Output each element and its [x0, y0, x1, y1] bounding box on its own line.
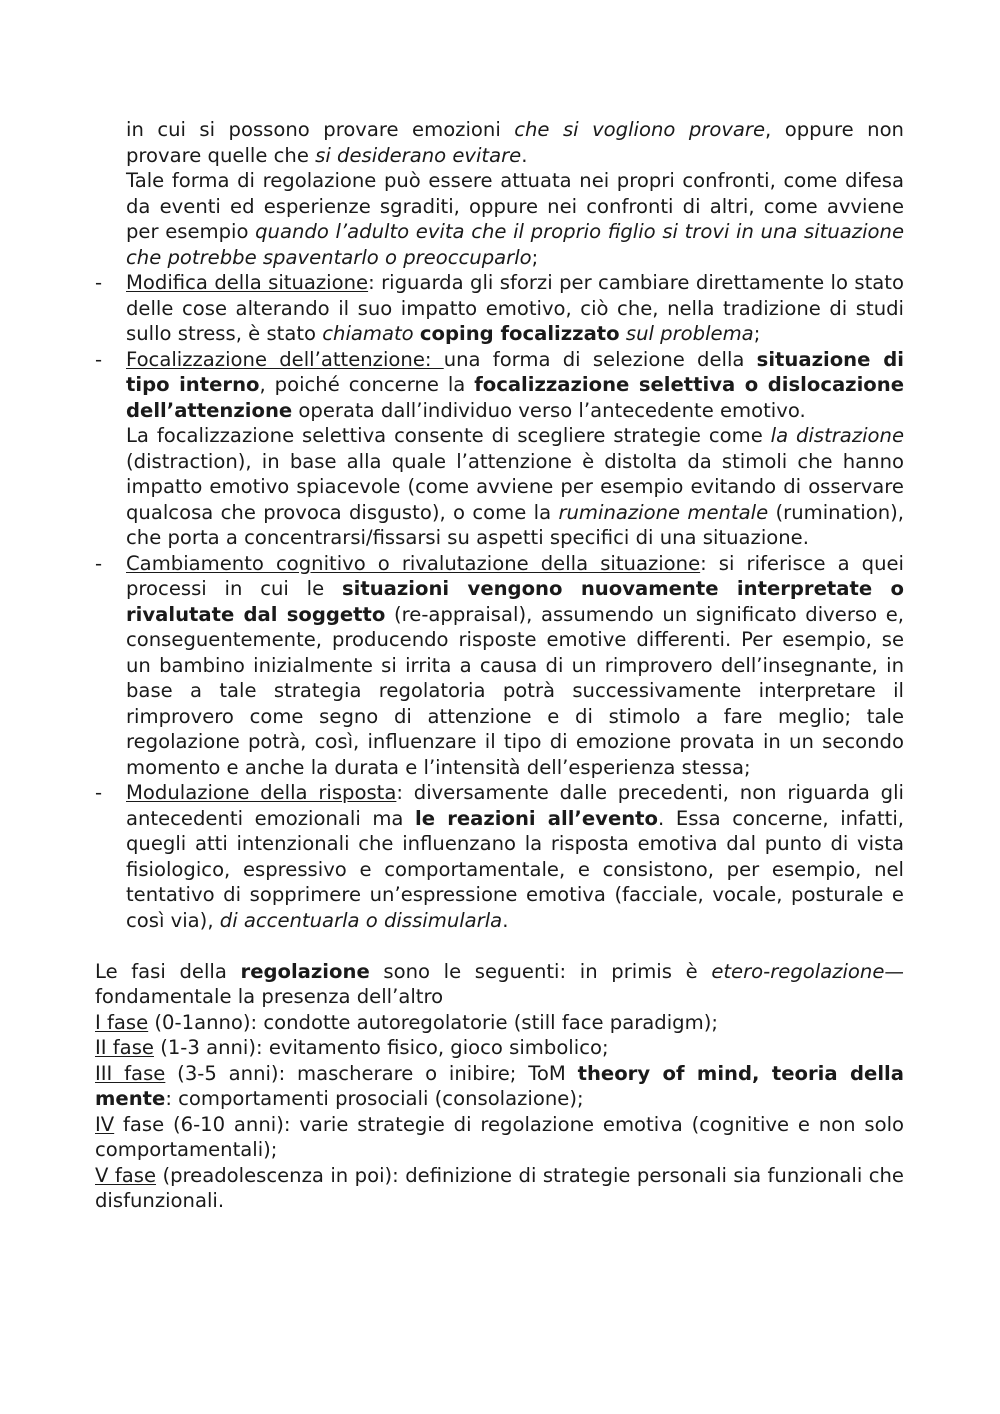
text-run: (preadolescenza in poi): definizione di strategie personali sia funzionali che disfunzionali. — [95, 1163, 904, 1212]
bold-text: situazione di tipo interno — [126, 347, 904, 396]
underlined-heading: I fase — [95, 1010, 149, 1034]
text-run: (re-appraisal), assumendo un significato diverso e, conseguentemente, producendo risposte emotive differenti. Per esempio, se un bambino inizialmente si irrita a causa di un rimprovero dell’insegnante, in base a tale strategia regolatoria potrà successivamente interpretare il rimprovero come segno di attenzione e di stimolo a fare meglio; tale regolazione potrà, così, influenzare il tipo di emozione provata in un secondo momento e anche la durata e l’intensità dell’esperienza stessa; — [126, 602, 905, 779]
italic-text: quando l’adulto evita che il proprio figlio si trovi in una situazione che potrebbe spaventarlo o preoccuparlo — [126, 220, 904, 269]
text-run: Le fasi della — [95, 959, 241, 983]
text-run: Tale forma di regolazione può essere attuata nei propri confronti, come difesa da eventi ed esperienze sgraditi, oppure nei confronti di altri, come avviene per esempio — [126, 169, 904, 243]
phases-intro — [95, 959, 904, 1010]
bold-text: regolazione — [240, 959, 370, 983]
bullet-dash: - — [95, 271, 103, 294]
text-run: fase (6-10 anni): varie strategie di regolazione emotiva (cognitive e non solo comportamentali); — [95, 1112, 904, 1161]
text-run: una forma di selezione della — [443, 347, 757, 371]
phase-line — [95, 1112, 904, 1163]
text-run: operata dall’individuo verso l’antecedente emotivo. — [292, 398, 806, 422]
italic-text: si desiderano evitare — [315, 143, 522, 167]
italic-text: etero-regolazione — [711, 959, 885, 983]
list-item — [95, 780, 904, 933]
text-run: : diversamente dalle precedenti, non riguarda gli antecedenti emozionali ma — [126, 781, 905, 830]
intro-paragraphs — [95, 117, 904, 270]
strategy-list — [95, 270, 904, 933]
text-run: : comportamenti prosociali (consolazione); — [165, 1087, 584, 1110]
phase-line — [95, 1163, 904, 1214]
italic-text: la distrazione — [770, 424, 905, 447]
bold-text: coping focalizzato — [419, 322, 620, 345]
italic-text: di accentuarla o dissimularla — [219, 908, 503, 932]
intro-paragraph — [126, 168, 904, 270]
list-item-paragraph — [126, 551, 904, 781]
text-run: in cui si possono provare emozioni — [126, 118, 515, 141]
bold-text: theory of mind, teoria della mente — [95, 1061, 904, 1110]
text-run: . — [502, 908, 509, 932]
underlined-heading: Focalizzazione dell’attenzione: — [126, 347, 444, 371]
italic-text: che si vogliono provare — [514, 118, 766, 141]
phase-line — [95, 1010, 904, 1036]
text-run: : si riferisce a quei processi in cui le — [126, 551, 904, 600]
underlined-heading: II fase — [95, 1036, 154, 1059]
bold-text: le reazioni all’evento — [415, 806, 659, 830]
list-item — [95, 551, 904, 781]
text-run: ; — [531, 245, 539, 269]
bullet-dash: - — [95, 347, 103, 371]
italic-text: chiamato — [322, 322, 414, 345]
bold-text: situazioni vengono nuovamente interpretate o rivalutate dal soggetto — [126, 577, 904, 626]
list-item-paragraph — [126, 347, 904, 424]
underlined-heading: Modulazione della risposta — [126, 781, 397, 804]
text-run: , oppure non provare quelle che — [126, 118, 904, 167]
bullet-dash: - — [95, 781, 103, 804]
underlined-heading: III fase — [95, 1061, 166, 1085]
text-run: (3-5 anni): mascherare o inibire; ToM — [165, 1061, 578, 1085]
text-run: —fondamentale la presenza dell’altro — [95, 959, 904, 1008]
phase-line — [95, 1035, 904, 1061]
list-item-paragraph — [126, 423, 904, 551]
text-run: . — [521, 143, 528, 167]
text-run: : riguarda gli sforzi per cambiare direttamente lo stato delle cose alterando il suo impatto emotivo, ciò che, nella tradizione di studi sullo stress, è stato — [126, 271, 904, 345]
text-run: (0-1anno): condotte autoregolatorie (still face paradigm); — [148, 1010, 718, 1034]
paragraph-gap — [95, 933, 904, 959]
text-run: . Essa concerne, infatti, quegli atti intenzionali che influenzano la risposta emotiva dal punto di vista fisiologico, espressivo e comportamentale, e consistono, per esempio, nel tentativo di sopprimere un’espressione emotiva (facciale, vocale, posturale e così via), — [126, 806, 904, 932]
intro-paragraph — [126, 117, 904, 168]
italic-text: sul problema — [625, 322, 754, 345]
text-run: , poiché concerne la — [259, 373, 475, 396]
italic-text: ruminazione mentale — [558, 500, 769, 524]
text-run: (rumination), che porta a concentrarsi/fissarsi su aspetti specifici di una situazione. — [126, 500, 904, 549]
text-run: La focalizzazione selettiva consente di scegliere strategie come — [126, 424, 771, 447]
text-run: ; — [753, 322, 761, 345]
underlined-heading: Modifica della situazione — [126, 271, 369, 294]
phases-list — [95, 1010, 904, 1214]
text-run: sono le seguenti: in primis è — [369, 959, 712, 983]
document-page — [95, 117, 904, 1214]
bold-text: focalizzazione selettiva o dislocazione dell’attenzione — [126, 373, 904, 422]
list-item — [95, 270, 904, 347]
text-run: (1-3 anni): evitamento fisico, gioco simbolico; — [153, 1036, 609, 1059]
list-item — [95, 347, 904, 551]
list-item-paragraph — [126, 270, 904, 347]
phase-line — [95, 1061, 904, 1112]
underlined-heading: V fase — [95, 1163, 157, 1187]
underlined-heading: IV — [95, 1112, 115, 1136]
text-run: (distraction), in base alla quale l’attenzione è distolta da stimoli che hanno impatto emotivo spiacevole (come avviene per esempio evitando di osservare qualcosa che provoca disgusto), o come la — [126, 449, 904, 524]
bullet-dash: - — [95, 551, 103, 575]
underlined-heading: Cambiamento cognitivo o rivalutazione della situazione — [126, 551, 701, 575]
list-item-paragraph — [126, 780, 904, 933]
